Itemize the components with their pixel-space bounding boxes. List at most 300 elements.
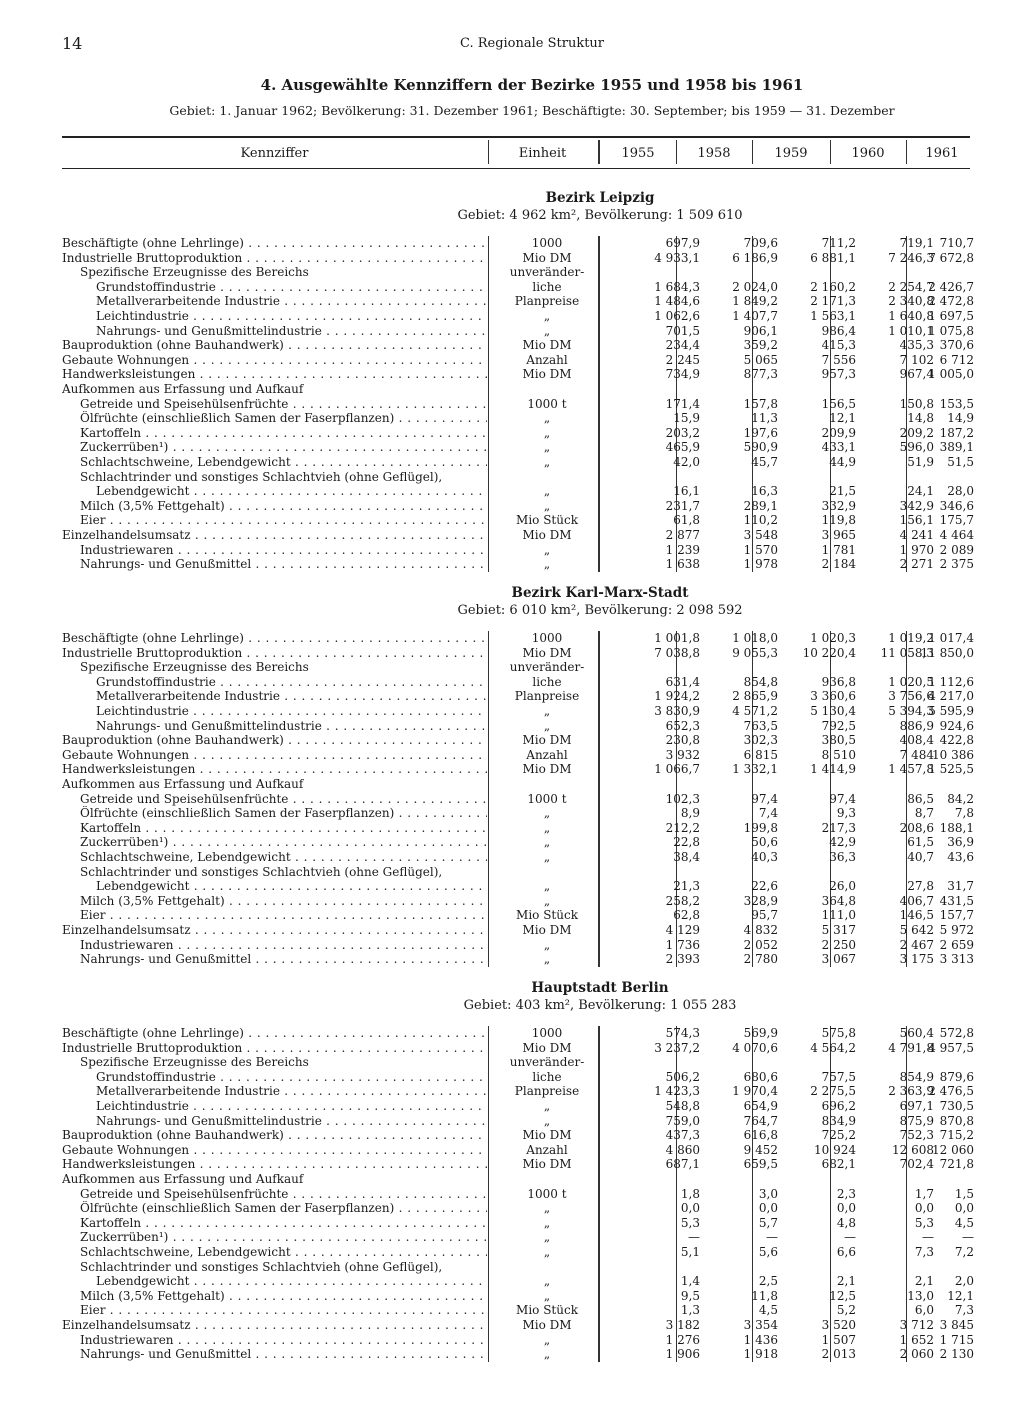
table-row: [62, 323, 974, 339]
value-cell: 21,3: [673, 879, 700, 894]
value-cell: 1,4: [680, 1274, 700, 1289]
table-row: [62, 674, 974, 690]
value-cell: 5,3: [914, 1215, 934, 1230]
value-cell: 38,4: [673, 850, 700, 864]
row-label: Handwerksleistungen . . .: [62, 1157, 487, 1172]
value-cell: 209,9: [821, 425, 856, 440]
value-cell: 12,1: [947, 1288, 974, 1303]
row-label: Leichtindustrie . . .: [62, 1099, 487, 1114]
value-cell: 680,6: [743, 1069, 778, 1084]
value-cell: 8 510: [821, 747, 856, 762]
row-unit: „: [543, 1274, 551, 1289]
row-label: Metallverarbeitende Industrie . . .: [62, 1084, 487, 1099]
table-row: [62, 1303, 974, 1318]
table-row: [62, 382, 970, 397]
row-label: Spezifische Erzeugnisse des Bereichs: [80, 1055, 309, 1070]
value-cell: 359,2: [743, 338, 778, 353]
value-cell: 687,1: [665, 1157, 700, 1172]
header-divider: [906, 140, 907, 164]
value-cell: 764,7: [743, 1113, 778, 1128]
value-cell: 2 024,0: [732, 279, 778, 294]
value-cell: —: [688, 1230, 700, 1245]
value-cell: 5 595,9: [928, 704, 974, 718]
value-cell: 2 363,9: [888, 1084, 934, 1099]
value-cell: 0,0: [758, 1201, 778, 1216]
value-cell: 230,8: [665, 733, 700, 748]
value-cell: 1 112,6: [928, 674, 974, 689]
value-cell: 6 881,1: [810, 250, 856, 265]
row-label: Ölfrüchte (einschließlich Samen der Faserpflanzen) . . .: [62, 411, 487, 426]
table-row: [62, 1040, 974, 1056]
row-label: Kartoffeln . . .: [62, 426, 487, 441]
table-row: [62, 1274, 974, 1289]
row-unit: „: [543, 893, 551, 908]
value-cell: 7,4: [758, 806, 778, 821]
row-label: Leichtindustrie . . .: [62, 309, 487, 324]
running-head: C. Regionale Struktur: [459, 36, 605, 51]
row-label: Industrielle Bruttoproduktion . . .: [62, 1041, 487, 1056]
value-cell: 631,4: [665, 674, 700, 689]
table-row: [62, 1172, 970, 1187]
table-row: [62, 1288, 974, 1304]
table-row: [62, 1332, 974, 1348]
value-cell: 42,9: [829, 835, 856, 850]
value-cell: 12 060: [932, 1142, 974, 1157]
table-row: [62, 908, 974, 923]
column-header-year: 1959: [774, 145, 808, 161]
row-unit: „: [543, 1347, 551, 1362]
row-label: Lebendgewicht . . .: [62, 879, 487, 894]
value-cell: —: [922, 1230, 934, 1245]
value-cell: 702,4: [899, 1157, 934, 1172]
row-label: Bauproduktion (ohne Bauhandwerk) . . .: [62, 1128, 487, 1143]
value-cell: 2,0: [954, 1274, 974, 1289]
value-cell: 3,0: [758, 1186, 778, 1201]
value-cell: 710,7: [939, 236, 974, 250]
value-cell: 7,3: [914, 1245, 934, 1259]
table-row: [62, 806, 974, 821]
row-unit: 1000 t: [527, 791, 567, 806]
row-label: Lebendgewicht . . .: [62, 1274, 487, 1289]
value-cell: 5 394,3: [888, 704, 934, 718]
row-unit: „: [543, 1245, 551, 1259]
value-cell: 1 918: [743, 1347, 778, 1362]
value-cell: 435,3: [899, 338, 934, 353]
value-cell: 97,4: [751, 791, 778, 806]
value-cell: 3 712: [899, 1318, 934, 1332]
row-unit: „: [543, 704, 551, 718]
value-cell: 2 476,5: [928, 1084, 974, 1099]
value-cell: 574,3: [665, 1026, 700, 1040]
table-row: [62, 367, 974, 382]
value-cell: 4 791,8: [888, 1040, 934, 1055]
value-cell: 721,8: [939, 1157, 974, 1172]
row-label: Ölfrüchte (einschließlich Samen der Faserpflanzen) . . .: [62, 806, 487, 821]
table-row: [62, 762, 974, 777]
value-cell: 572,8: [939, 1026, 974, 1040]
value-cell: 197,6: [743, 425, 778, 440]
value-cell: 7 672,8: [928, 250, 974, 265]
table-row: [62, 1113, 974, 1129]
row-unit: Planpreise: [514, 689, 580, 704]
value-cell: 1 970: [899, 542, 934, 557]
value-cell: 4 070,6: [732, 1040, 778, 1055]
row-unit: „: [543, 411, 551, 426]
row-unit: „: [543, 309, 551, 323]
header-divider: [676, 140, 677, 164]
value-cell: 26,0: [829, 879, 856, 894]
value-cell: 44,9: [829, 455, 856, 469]
value-cell: 616,8: [743, 1128, 778, 1143]
value-cell: 11,3: [751, 411, 778, 426]
value-cell: 906,1: [743, 323, 778, 338]
value-cell: 2 250: [821, 937, 856, 952]
value-cell: 854,8: [743, 674, 778, 689]
value-cell: 1 906: [665, 1347, 700, 1362]
column-header-einheit: Einheit: [518, 145, 567, 161]
value-cell: 2 130: [939, 1347, 974, 1362]
table-row: [62, 1347, 974, 1362]
table-row: [62, 923, 974, 938]
row-unit: „: [543, 806, 551, 821]
value-cell: 61,8: [673, 513, 700, 528]
value-cell: 792,5: [821, 718, 856, 733]
value-cell: 7 102: [899, 352, 934, 367]
value-cell: 110,2: [743, 513, 778, 528]
value-cell: 157,7: [939, 908, 974, 923]
row-unit: „: [543, 440, 551, 455]
table-row: [62, 660, 970, 675]
value-cell: 102,3: [665, 791, 700, 806]
row-label: Getreide und Speisehülsenfrüchte . . .: [62, 397, 487, 412]
table-row: [62, 484, 974, 499]
row-label: Schlachtschweine, Lebendgewicht . . .: [62, 850, 487, 865]
row-label: Aufkommen aus Erfassung und Aufkauf: [62, 777, 304, 791]
value-cell: 1 697,5: [928, 309, 974, 323]
value-cell: 2 184: [821, 557, 856, 572]
row-label: Industriewaren . . .: [62, 543, 487, 558]
row-label: Schlachtschweine, Lebendgewicht . . .: [62, 455, 487, 470]
table-row: [62, 1215, 974, 1231]
value-cell: 3 845: [939, 1318, 974, 1332]
row-unit: Mio DM: [522, 762, 572, 777]
row-unit: „: [543, 1099, 551, 1113]
table-row: [62, 1084, 974, 1099]
value-cell: 1 715: [939, 1332, 974, 1347]
row-unit: Mio DM: [522, 1318, 572, 1332]
row-unit: Mio DM: [522, 528, 572, 542]
value-cell: 5,3: [680, 1215, 700, 1230]
value-cell: 62,8: [673, 908, 700, 923]
value-cell: 1 436: [743, 1332, 778, 1347]
table-row: [62, 879, 974, 894]
value-cell: 1 019,2: [888, 631, 934, 645]
value-cell: 711,2: [821, 236, 856, 250]
section-name: Bezirk Leipzig: [545, 190, 655, 206]
table-row: [62, 1157, 974, 1172]
column-header-year: 1955: [621, 145, 655, 161]
value-cell: 157,8: [743, 396, 778, 411]
table-row: [62, 455, 974, 470]
row-label: Spezifische Erzeugnisse des Bereichs: [80, 265, 309, 280]
table-row: [62, 352, 974, 368]
table-row: [62, 1069, 974, 1085]
value-cell: 719,1: [899, 236, 934, 250]
row-label: Leichtindustrie . . .: [62, 704, 487, 719]
value-cell: 2 160,2: [810, 279, 856, 294]
value-cell: 40,3: [751, 850, 778, 864]
row-unit: Anzahl: [526, 747, 568, 762]
row-label: Beschäftigte (ohne Lehrlinge) . . .: [62, 236, 487, 251]
header-divider: [488, 140, 489, 164]
row-label: Gebaute Wohnungen . . .: [62, 353, 487, 368]
row-label: Lebendgewicht . . .: [62, 484, 487, 499]
value-cell: 16,1: [673, 484, 700, 499]
row-label: Nahrungs- und Genußmittelindustrie . . .: [62, 719, 487, 734]
value-cell: 0,0: [954, 1201, 974, 1216]
table-row: [62, 1245, 974, 1260]
value-cell: 877,3: [743, 367, 778, 382]
row-unit: 1000: [531, 1026, 563, 1040]
row-unit: „: [543, 542, 551, 557]
row-unit: unveränder-: [509, 265, 585, 280]
value-cell: 734,9: [665, 367, 700, 382]
value-cell: 111,0: [821, 908, 856, 923]
value-cell: 5,7: [758, 1215, 778, 1230]
value-cell: 2 877: [665, 528, 700, 542]
row-label: Industriewaren . . .: [62, 938, 487, 953]
value-cell: 22,8: [673, 835, 700, 850]
value-cell: 696,2: [821, 1099, 856, 1113]
value-cell: 2 472,8: [928, 294, 974, 309]
table-row: [62, 265, 970, 280]
value-cell: 1 684,3: [654, 279, 700, 294]
value-cell: 5 972: [939, 923, 974, 937]
row-label: Aufkommen aus Erfassung und Aufkauf: [62, 382, 304, 396]
value-cell: 2 467: [899, 937, 934, 952]
row-label: Einzelhandelsumsatz . . .: [62, 1318, 487, 1333]
row-unit: „: [543, 879, 551, 894]
value-cell: 51,9: [907, 455, 934, 469]
value-cell: 560,4: [899, 1026, 934, 1040]
value-cell: —: [962, 1230, 974, 1245]
value-cell: 2 340,8: [888, 294, 934, 309]
table-subtitle: Gebiet: 1. Januar 1962; Bevölkerung: 31. Dezember 1961; Beschäftigte: 30. September; bis 1959 — 31. Dezember: [169, 103, 895, 118]
value-cell: 1 239: [665, 542, 700, 557]
value-cell: 10 220,4: [802, 645, 856, 660]
value-cell: 8,7: [914, 806, 934, 821]
table-row: [62, 498, 974, 514]
row-label: Nahrungs- und Genußmittelindustrie . . .: [62, 324, 487, 339]
column-header-year: 1960: [851, 145, 885, 161]
value-cell: 36,3: [829, 850, 856, 864]
value-cell: 24,1: [907, 484, 934, 499]
value-cell: 5 130,4: [810, 704, 856, 718]
value-cell: 97,4: [829, 791, 856, 806]
table-title: 4. Ausgewählte Kennziffern der Bezirke 1955 und 1958 bis 1961: [260, 76, 804, 94]
value-cell: 36,9: [947, 835, 974, 850]
row-unit: „: [543, 820, 551, 835]
row-unit: „: [543, 484, 551, 499]
row-label: Handwerksleistungen . . .: [62, 762, 487, 777]
value-cell: 84,2: [947, 791, 974, 806]
value-cell: 2 052: [743, 937, 778, 952]
value-cell: 5,1: [680, 1245, 700, 1259]
row-label: Zuckerrüben¹) . . .: [62, 835, 487, 850]
row-label: Milch (3,5% Fettgehalt) . . .: [62, 894, 487, 909]
value-cell: 1 066,7: [654, 762, 700, 777]
value-cell: 875,9: [899, 1113, 934, 1128]
value-cell: 1 018,0: [732, 631, 778, 645]
table-row: [62, 1099, 974, 1114]
value-cell: 45,7: [751, 455, 778, 469]
table-row: [62, 1142, 974, 1158]
row-label: Milch (3,5% Fettgehalt) . . .: [62, 499, 487, 514]
value-cell: 422,8: [939, 733, 974, 748]
row-unit: Planpreise: [514, 294, 580, 309]
value-cell: 752,3: [899, 1128, 934, 1143]
value-cell: 1 978: [743, 557, 778, 572]
section-area-population: Gebiet: 4 962 km², Bevölkerung: 1 509 610: [457, 208, 743, 223]
row-label: Beschäftigte (ohne Lehrlinge) . . .: [62, 631, 487, 646]
value-cell: 4 564,2: [810, 1040, 856, 1055]
value-cell: 2 060: [899, 1347, 934, 1362]
value-cell: 12,1: [829, 411, 856, 426]
value-cell: 7 246,3: [888, 250, 934, 265]
header-divider: [598, 140, 600, 164]
value-cell: 12,5: [829, 1288, 856, 1303]
value-cell: 217,3: [821, 820, 856, 835]
value-cell: 759,0: [665, 1113, 700, 1128]
table-row: [62, 718, 974, 734]
value-cell: 42,0: [673, 455, 700, 469]
value-cell: 7 556: [821, 352, 856, 367]
value-cell: 3 067: [821, 952, 856, 967]
value-cell: 50,6: [751, 835, 778, 850]
row-label: Bauproduktion (ohne Bauhandwerk) . . .: [62, 338, 487, 353]
value-cell: 43,6: [947, 850, 974, 864]
value-cell: 289,1: [743, 498, 778, 513]
value-cell: —: [766, 1230, 778, 1245]
value-cell: 2 013: [821, 1347, 856, 1362]
row-label: Eier . . .: [62, 1303, 487, 1318]
value-cell: 153,5: [939, 396, 974, 411]
value-cell: 3 965: [821, 528, 856, 542]
value-cell: 4 957,5: [928, 1040, 974, 1055]
table-row: [62, 338, 974, 353]
row-label: Grundstoffindustrie . . .: [62, 675, 487, 690]
value-cell: 415,3: [821, 338, 856, 353]
value-cell: 697,1: [899, 1099, 934, 1113]
value-cell: 1 010,1: [888, 323, 934, 338]
value-cell: 2 089: [939, 542, 974, 557]
value-cell: 2,1: [836, 1274, 856, 1289]
value-cell: 3 313: [939, 952, 974, 967]
row-unit: 1000: [531, 631, 563, 645]
value-cell: 652,3: [665, 718, 700, 733]
value-cell: 51,5: [947, 455, 974, 469]
section-heading: [270, 190, 930, 223]
row-label: Metallverarbeitende Industrie . . .: [62, 689, 487, 704]
row-label: Industriewaren . . .: [62, 1333, 487, 1348]
column-header-year: 1961: [925, 145, 959, 161]
table-row: [62, 645, 974, 661]
row-unit: Anzahl: [526, 352, 568, 367]
value-cell: 2,5: [758, 1274, 778, 1289]
row-unit: „: [543, 835, 551, 850]
value-cell: 188,1: [939, 820, 974, 835]
value-cell: 40,7: [907, 850, 934, 864]
row-unit: „: [543, 850, 551, 864]
table-row: [62, 513, 974, 528]
table-row: [62, 1026, 974, 1041]
table-row: [62, 250, 974, 266]
value-cell: 2 375: [939, 557, 974, 572]
value-cell: 31,7: [947, 879, 974, 894]
value-cell: 1 484,6: [654, 294, 700, 309]
row-label: Spezifische Erzeugnisse des Bereichs: [80, 660, 309, 675]
table-row: [62, 279, 974, 295]
row-label: Kartoffeln . . .: [62, 1216, 487, 1231]
value-cell: 408,4: [899, 733, 934, 748]
row-unit: liche: [532, 1069, 562, 1084]
value-cell: 2 245: [665, 352, 700, 367]
row-unit: Mio DM: [522, 1128, 572, 1143]
row-unit: „: [543, 557, 551, 572]
value-cell: 1 062,6: [654, 309, 700, 323]
row-label: Nahrungs- und Genußmittel . . .: [62, 1347, 487, 1362]
value-cell: 967,4: [899, 367, 934, 382]
row-unit: Mio DM: [522, 1157, 572, 1172]
row-label: Schlachtrinder und sonstiges Schlachtvieh (ohne Geflügel),: [80, 864, 443, 879]
row-unit: Anzahl: [526, 1142, 568, 1157]
value-cell: 1 970,4: [732, 1084, 778, 1099]
row-unit: „: [543, 937, 551, 952]
section-area-population: Gebiet: 403 km², Bevölkerung: 1 055 283: [463, 998, 737, 1013]
value-cell: 1,8: [680, 1186, 700, 1201]
value-cell: 3 830,9: [654, 704, 700, 718]
row-unit: „: [543, 952, 551, 967]
value-cell: 3 237,2: [654, 1040, 700, 1055]
row-unit: „: [543, 718, 551, 733]
value-cell: 569,9: [743, 1026, 778, 1040]
value-cell: 1 525,5: [928, 762, 974, 777]
value-cell: 4 860: [665, 1142, 700, 1157]
value-cell: 763,5: [743, 718, 778, 733]
value-cell: 4 241: [899, 528, 934, 542]
value-cell: 11 058,3: [880, 645, 934, 660]
value-cell: 6,6: [836, 1245, 856, 1259]
value-cell: 6 186,9: [732, 250, 778, 265]
value-cell: 1 020,5: [888, 674, 934, 689]
header-divider: [752, 140, 753, 164]
value-cell: 6,0: [914, 1303, 934, 1318]
table-row: [62, 747, 974, 763]
table-row: [62, 396, 974, 412]
value-cell: 1 332,1: [732, 762, 778, 777]
table-row: [62, 542, 974, 558]
value-cell: 302,3: [743, 733, 778, 748]
row-unit: 1000: [531, 236, 563, 250]
value-cell: 389,1: [939, 440, 974, 455]
value-cell: 5 065: [743, 352, 778, 367]
row-label: Bauproduktion (ohne Bauhandwerk) . . .: [62, 733, 487, 748]
value-cell: 1 276: [665, 1332, 700, 1347]
header-bottom-rule: [62, 168, 970, 169]
value-cell: 431,5: [939, 893, 974, 908]
table-row: [62, 791, 974, 807]
value-cell: 3 175: [899, 952, 934, 967]
